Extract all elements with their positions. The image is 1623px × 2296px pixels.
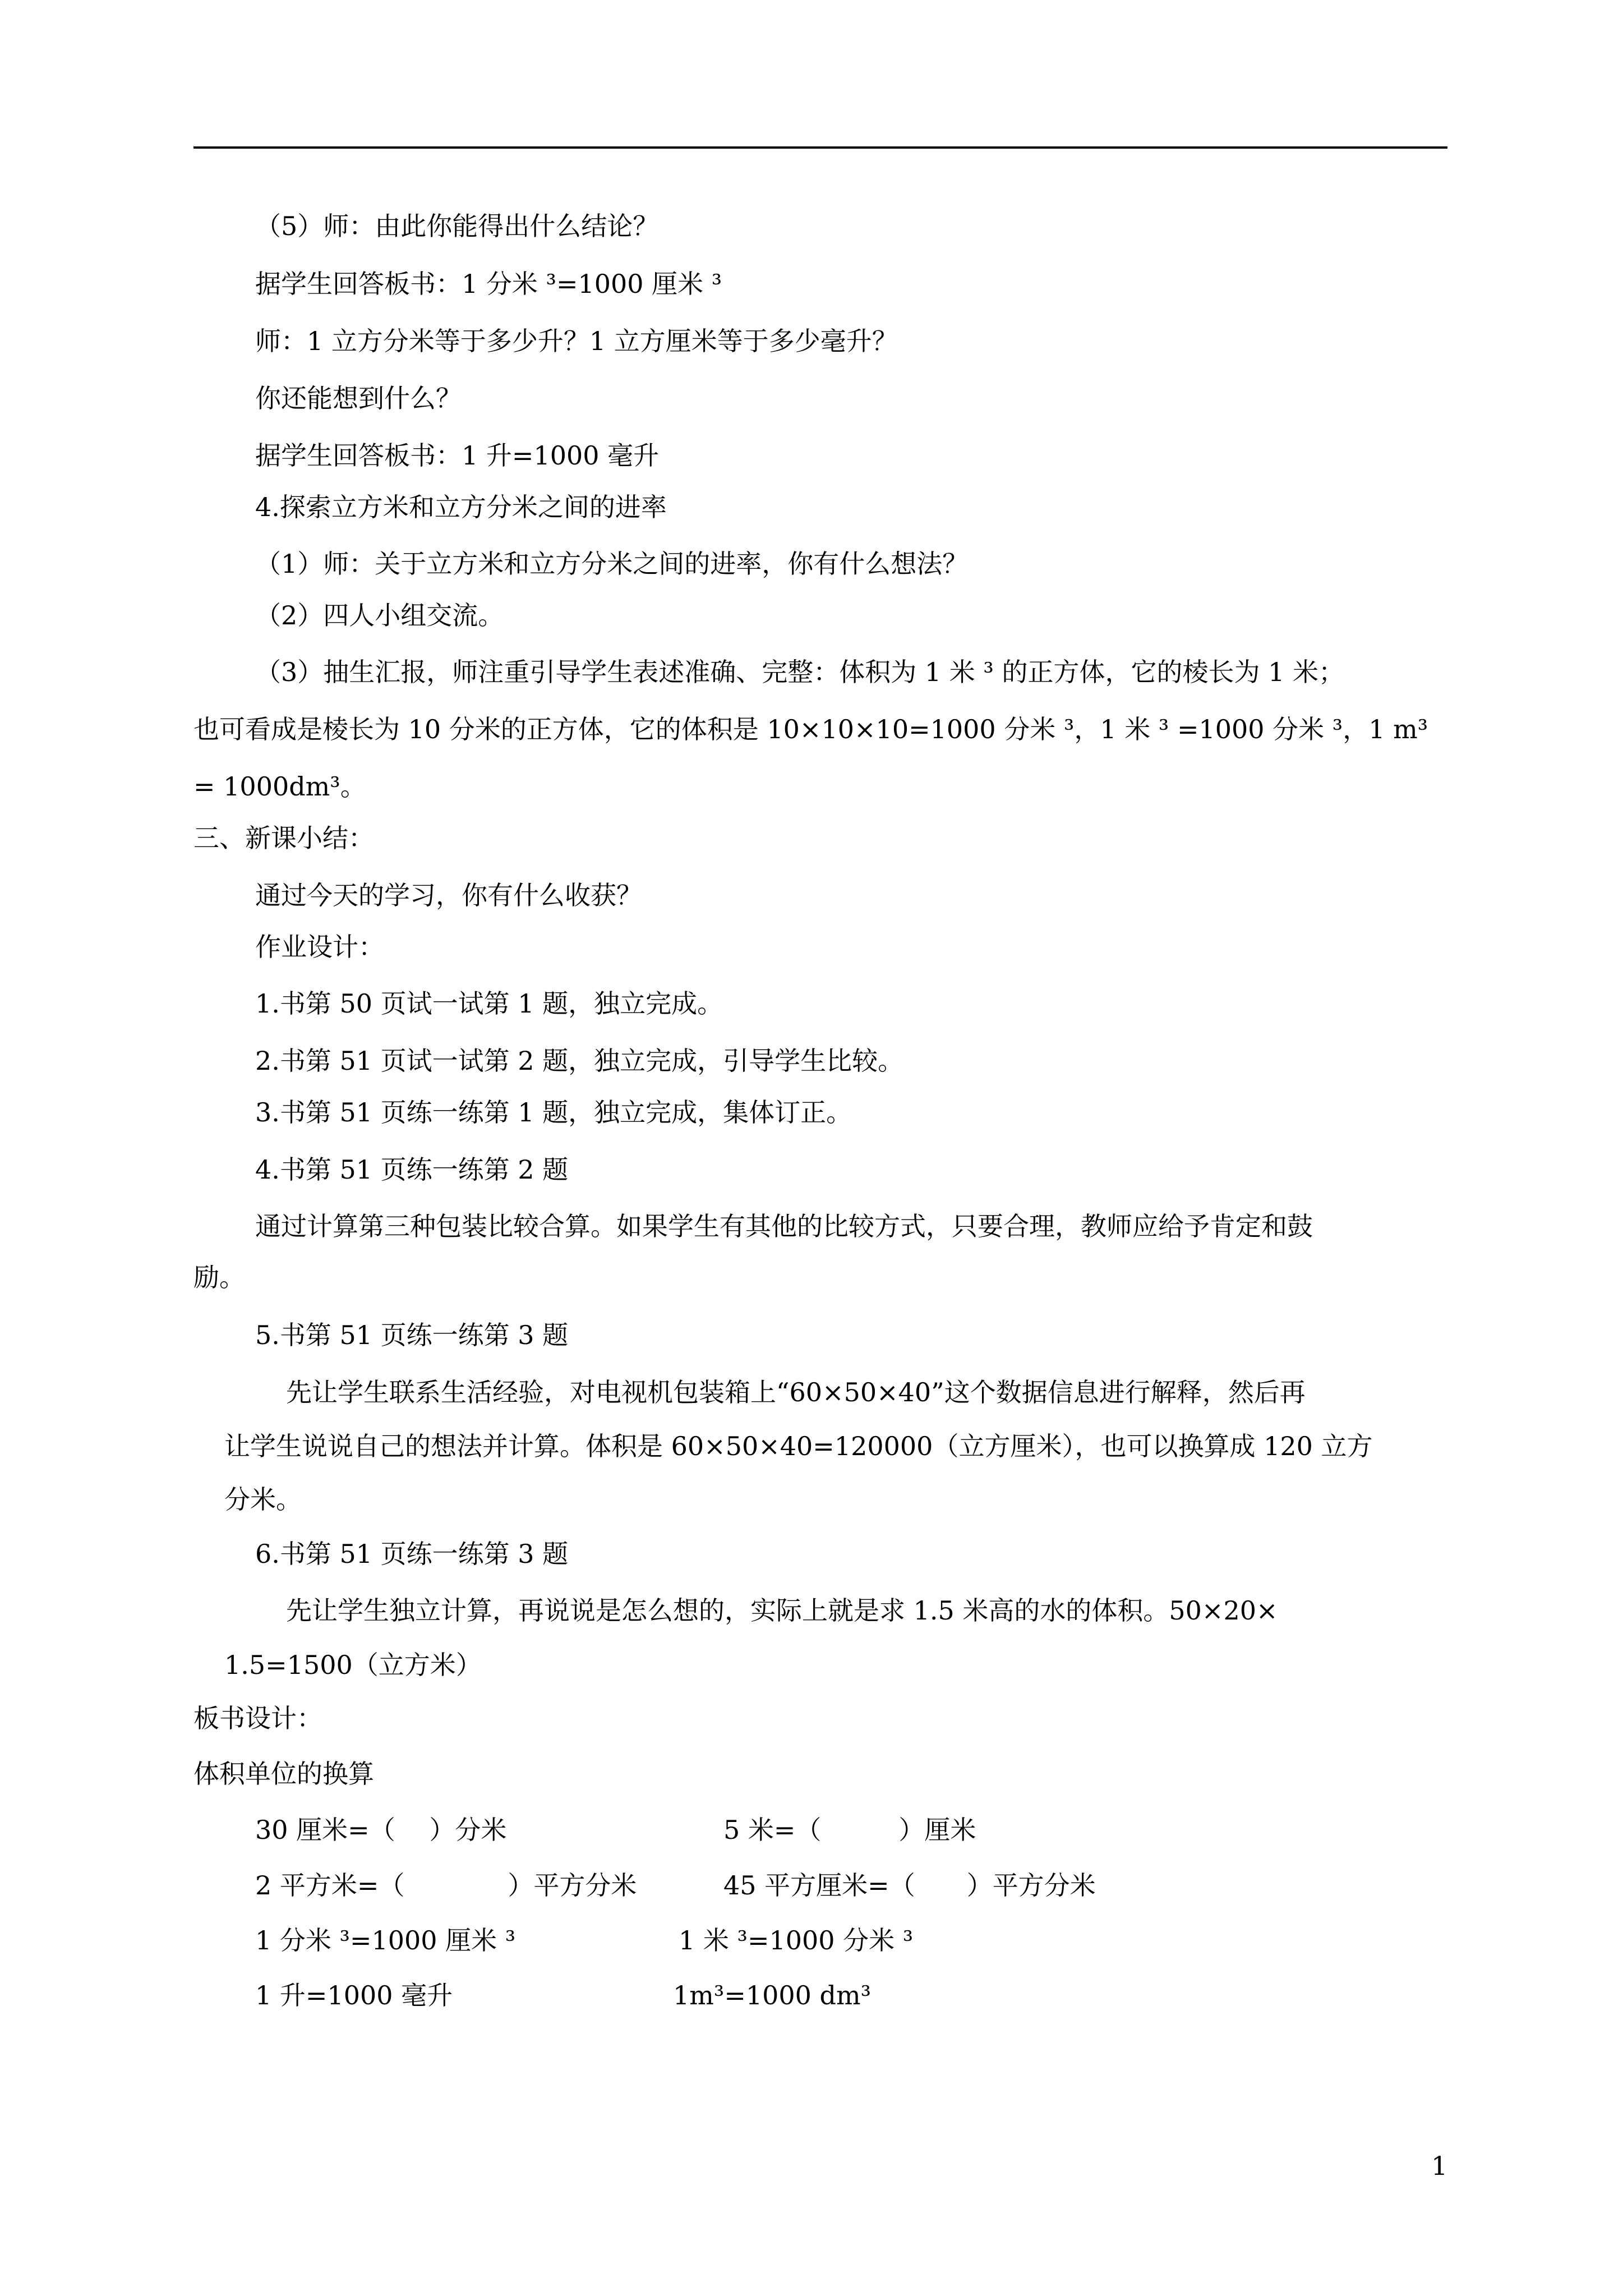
- list-item: 6.书第 51 页练一练第 3 题: [255, 1539, 569, 1569]
- section-heading: 4.探索立方米和立方分米之间的进率: [255, 492, 667, 522]
- section-heading: 三、新课小结：: [193, 823, 374, 853]
- board-cell: 30 厘米=（ ）分米: [255, 1815, 507, 1845]
- board-cell: 1m³=1000 dm³: [673, 1980, 872, 2010]
- text-line: 1.5=1500（立方米）: [224, 1650, 482, 1680]
- section-heading: 板书设计：: [193, 1703, 322, 1733]
- text-line: 师：1 立方分米等于多少升？1 立方厘米等于多少毫升？: [255, 326, 898, 356]
- text-line: 先让学生联系生活经验，对电视机包装箱上“60×50×40”这个数据信息进行解释，然后再: [286, 1377, 1306, 1407]
- text-line: 通过今天的学习，你有什么收获？: [255, 880, 642, 910]
- board-cell: 1 分米 ³=1000 厘米 ³: [255, 1925, 516, 1955]
- board-cell: 45 平方厘米=（ ）平方分米: [723, 1870, 1096, 1901]
- header-rule: [193, 146, 1447, 149]
- text-line: 作业设计：: [255, 932, 384, 962]
- text-line: （3）抽生汇报，师注重引导学生表述准确、完整：体积为 1 米 ³ 的正方体，它的棱长为 1 米；: [255, 657, 1344, 687]
- board-cell: 2 平方米=（ ）平方分米: [255, 1870, 637, 1901]
- list-item: 3.书第 51 页练一练第 1 题，独立完成，集体订正。: [255, 1097, 852, 1128]
- text-line: （1）师：关于立方米和立方分米之间的进率，你有什么想法？: [255, 549, 969, 579]
- board-cell: 5 米=（ ）厘米: [723, 1815, 976, 1845]
- list-item: 4.书第 51 页练一练第 2 题: [255, 1154, 569, 1185]
- text-line: （5）师：由此你能得出什么结论？: [255, 211, 659, 241]
- board-title: 体积单位的换算: [193, 1759, 374, 1789]
- board-cell: 1 升=1000 毫升: [255, 1980, 453, 2010]
- text-line: 据学生回答板书：1 分米 ³=1000 厘米 ³: [255, 269, 722, 299]
- text-line: 据学生回答板书：1 升=1000 毫升: [255, 440, 660, 471]
- text-line: 分米。: [224, 1484, 302, 1515]
- text-line: 让学生说说自己的想法并计算。体积是 60×50×40=120000（立方厘米），也可以换算成 120 立方: [224, 1431, 1373, 1461]
- list-item: 1.书第 50 页试一试第 1 题，独立完成。: [255, 988, 723, 1019]
- list-item: 5.书第 51 页练一练第 3 题: [255, 1320, 569, 1350]
- board-cell: 1 米 ³=1000 分米 ³: [679, 1925, 914, 1955]
- text-line: 也可看成是棱长为 10 分米的正方体，它的体积是 10×10×10=1000 分米 ³，1 米 ³ =1000 分米 ³，1 m³: [193, 714, 1428, 744]
- page-number: 1: [1431, 2151, 1448, 2181]
- list-item: 2.书第 51 页试一试第 2 题，独立完成，引导学生比较。: [255, 1046, 904, 1076]
- text-line: 你还能想到什么？: [255, 383, 462, 413]
- text-line: （2）四人小组交流。: [255, 600, 504, 631]
- text-line: 通过计算第三种包装比较合算。如果学生有其他的比较方式，只要合理，教师应给予肯定和鼓: [255, 1211, 1313, 1241]
- text-line: 先让学生独立计算，再说说是怎么想的，实际上就是求 1.5 米高的水的体积。50×20×: [286, 1595, 1278, 1626]
- text-line: = 1000dm³。: [193, 771, 366, 802]
- text-line: 励。: [193, 1262, 245, 1292]
